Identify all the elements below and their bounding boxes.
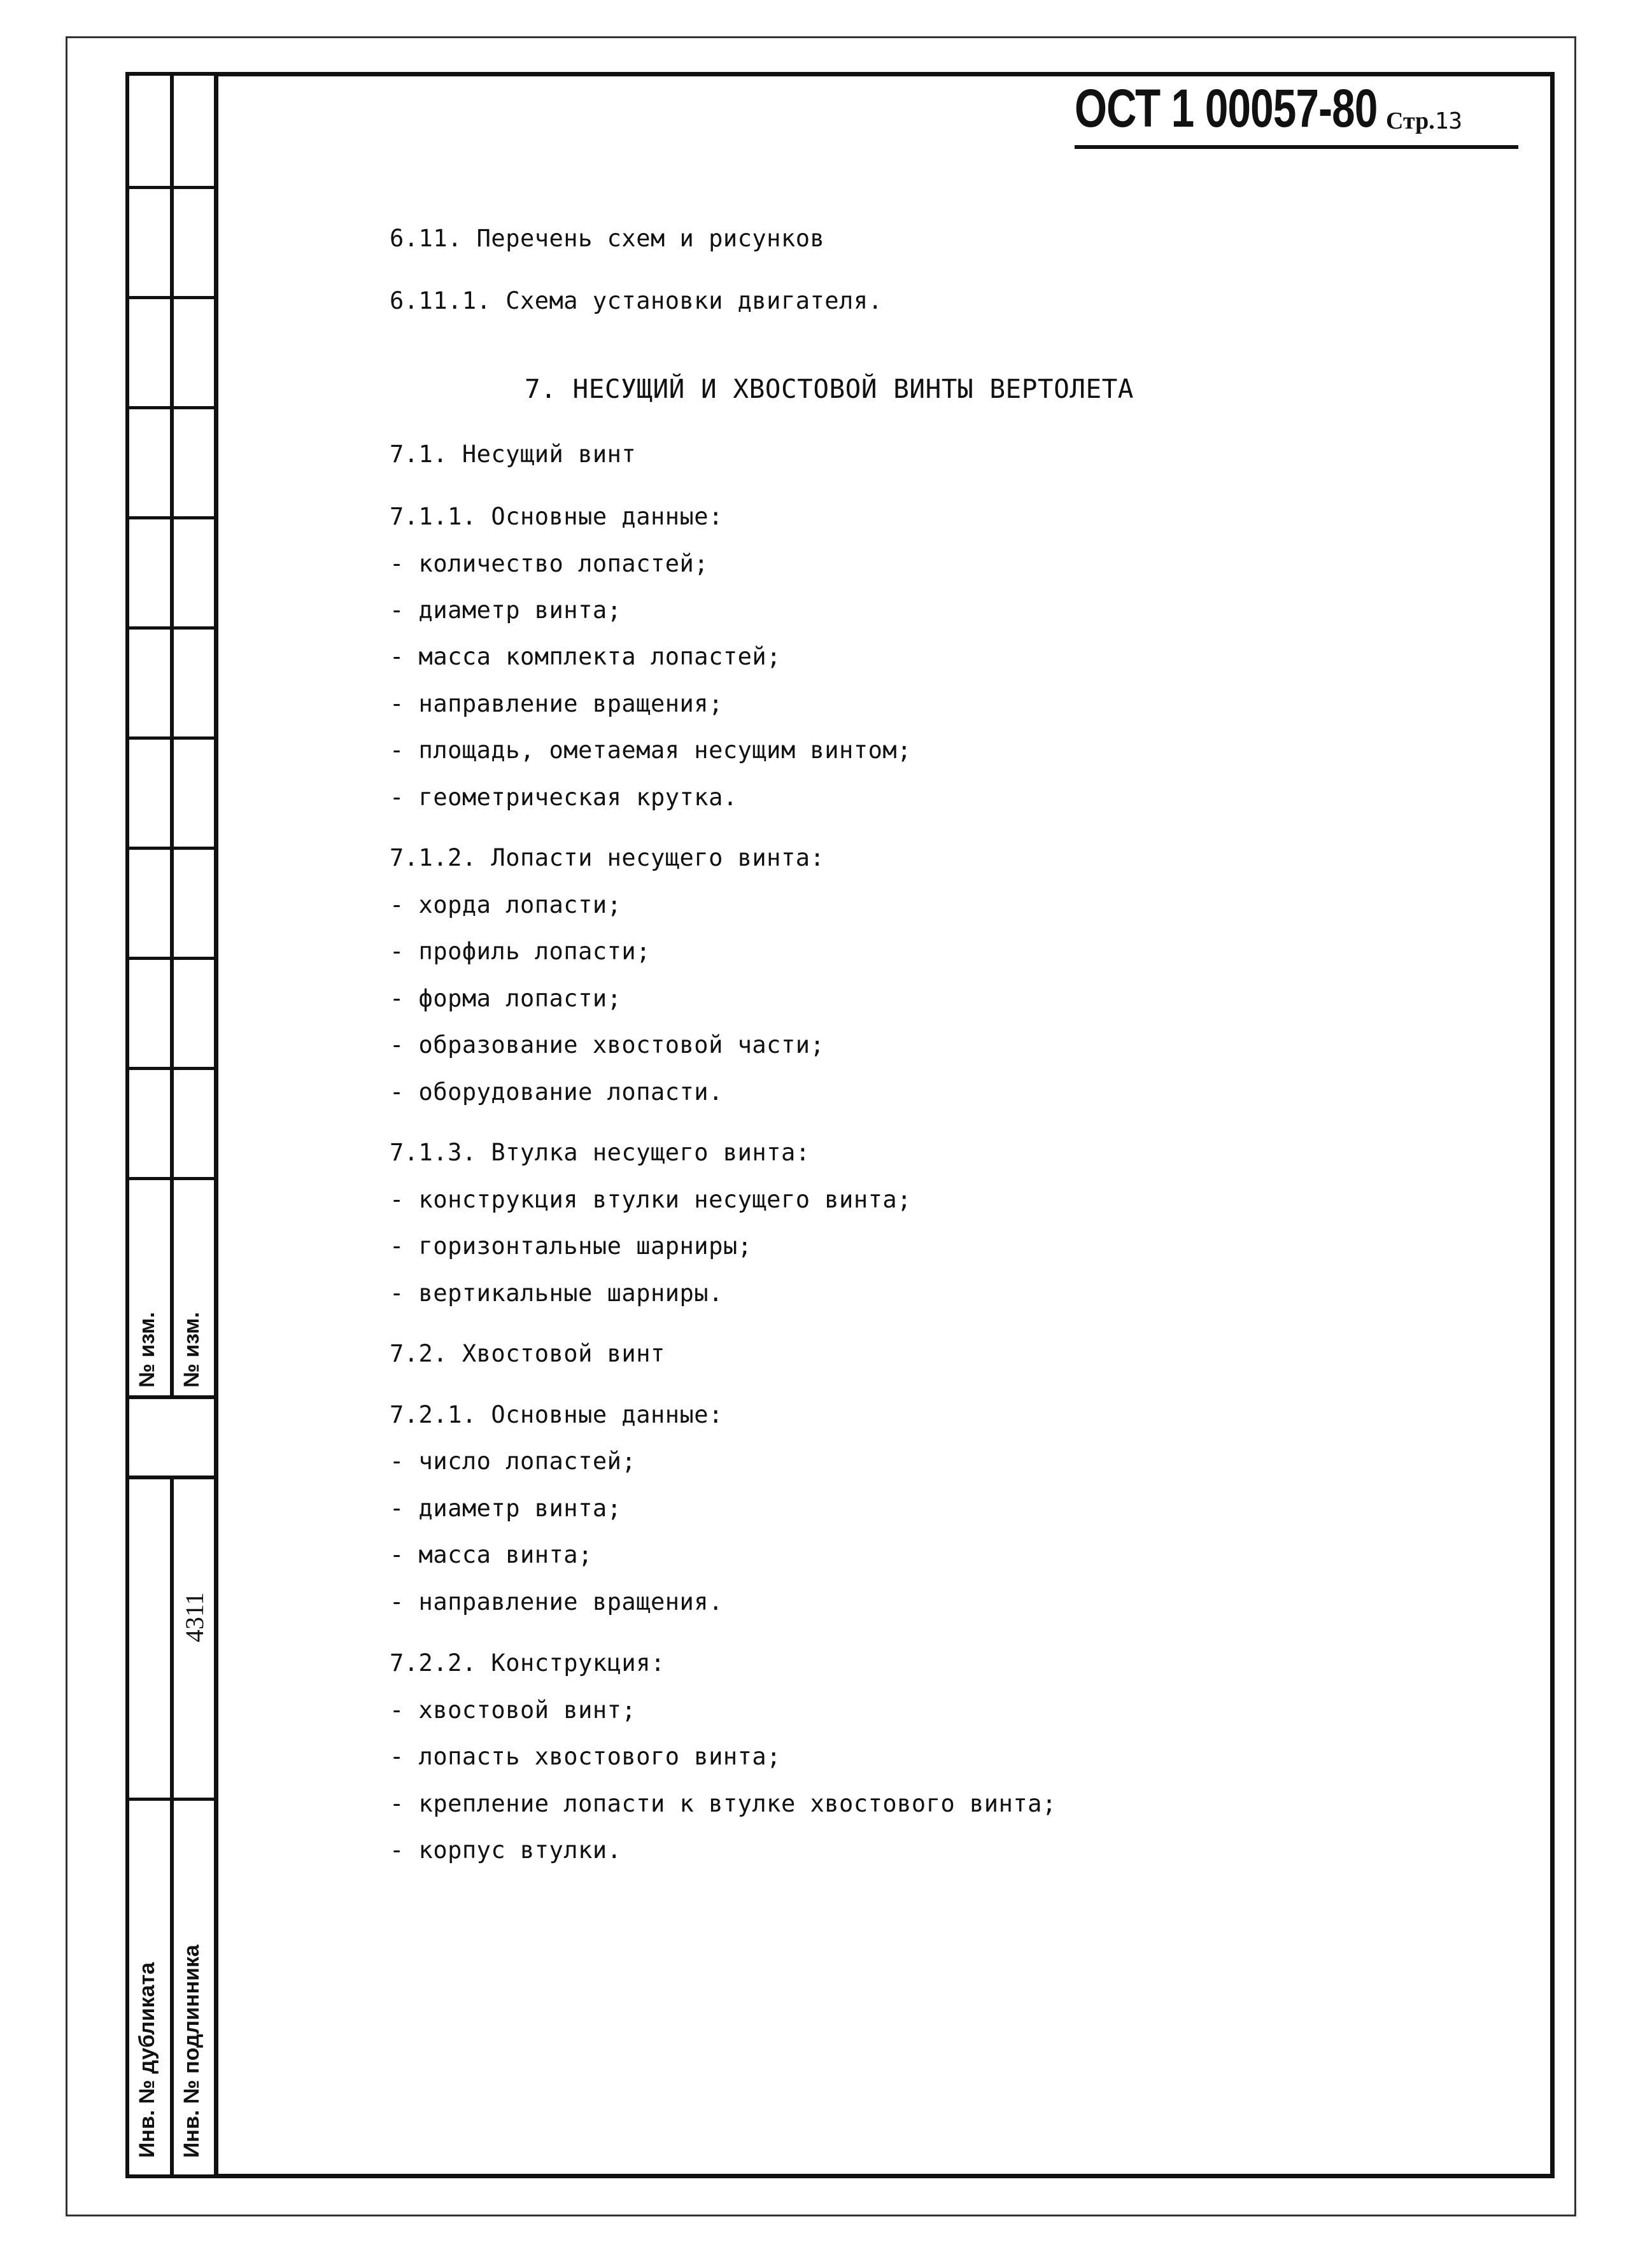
list-item: - вертикальные шарниры. (390, 1279, 723, 1307)
header-underline (1075, 145, 1518, 149)
list-item: - хорда лопасти; (390, 891, 622, 919)
subsection-heading: 7.2.1. Основные данные: (390, 1401, 723, 1428)
list-item: - диаметр винта; (390, 1495, 622, 1522)
list-item: - масса винта; (390, 1541, 593, 1568)
subsection-heading: 7.1.3. Втулка несущего винта: (390, 1139, 810, 1166)
list-item: - конструкция втулки несущего винта; (390, 1186, 912, 1213)
strip-row-line (129, 736, 214, 740)
strip-row-line (129, 296, 214, 299)
subsection-heading: 7.1.1. Основные данные: (390, 503, 723, 530)
section-heading: 6.11. Перечень схем и рисунков (390, 225, 825, 252)
page-indicator (1386, 107, 1462, 135)
strip-row-line (129, 406, 214, 409)
change-number-label: № изм. (180, 1312, 204, 1388)
change-number-label: № изм. (135, 1312, 159, 1388)
strip-row-line (129, 1067, 214, 1070)
strip-row-line (129, 516, 214, 519)
document-code: ОСТ 1 00057-80 (1075, 78, 1378, 138)
strip-divider (170, 1479, 174, 2174)
list-item: - профиль лопасти; (390, 938, 651, 965)
list-item: - горизонтальные шарниры; (390, 1232, 752, 1260)
list-item: - площадь, ометаемая несущим винтом; (390, 736, 912, 764)
list-item: - форма лопасти; (390, 985, 622, 1012)
strip-row-line (129, 1798, 214, 1801)
original-inventory-label: Инв. № подлинника (180, 1945, 204, 2158)
subsection-heading: 7.2.2. Конструкция: (390, 1649, 665, 1677)
section-heading: 7.2. Хвостовой винт (390, 1340, 665, 1367)
section-heading: 7.1. Несущий винт (390, 440, 637, 468)
list-item: - лопасть хвостового винта; (390, 1743, 781, 1770)
list-item: - геометрическая крутка. (390, 784, 738, 811)
subsection-heading: 7.1.2. Лопасти несущего винта: (390, 844, 825, 871)
strip-row-line (129, 957, 214, 960)
list-item: - масса комплекта лопастей; (390, 643, 781, 670)
strip-step (125, 1399, 170, 1476)
page-number: 13 (1434, 108, 1463, 134)
list-item: - крепление лопасти к втулке хвостового винта; (390, 1790, 1057, 1817)
list-item: - число лопастей; (390, 1447, 637, 1475)
binding-strip-upper (125, 72, 214, 1399)
duplicate-inventory-label: Инв. № дубликата (135, 1962, 159, 2158)
chapter-title: 7. НЕСУЩИЙ И ХВОСТОВОЙ ВИНТЫ ВЕРТОЛЕТА (525, 374, 1134, 404)
list-item: - образование хвостовой части; (390, 1031, 825, 1059)
strip-divider (170, 76, 174, 1395)
list-item: - оборудование лопасти. (390, 1078, 723, 1106)
list-item: 6.11.1. Схема установки двигателя. (390, 287, 883, 314)
strip-row-line (129, 847, 214, 850)
list-item: - количество лопастей; (390, 550, 709, 577)
list-item: - диаметр винта; (390, 596, 622, 624)
strip-row-line (129, 186, 214, 189)
page-label: Стр. (1386, 108, 1435, 134)
list-item: - хвостовой винт; (390, 1696, 637, 1724)
strip-row-line (129, 626, 214, 630)
list-item: - направление вращения. (390, 1588, 723, 1616)
strip-row-line (129, 1177, 214, 1180)
inventory-number: 4311 (180, 1592, 209, 1642)
list-item: - направление вращения; (390, 690, 723, 717)
list-item: - корпус втулки. (390, 1836, 622, 1864)
